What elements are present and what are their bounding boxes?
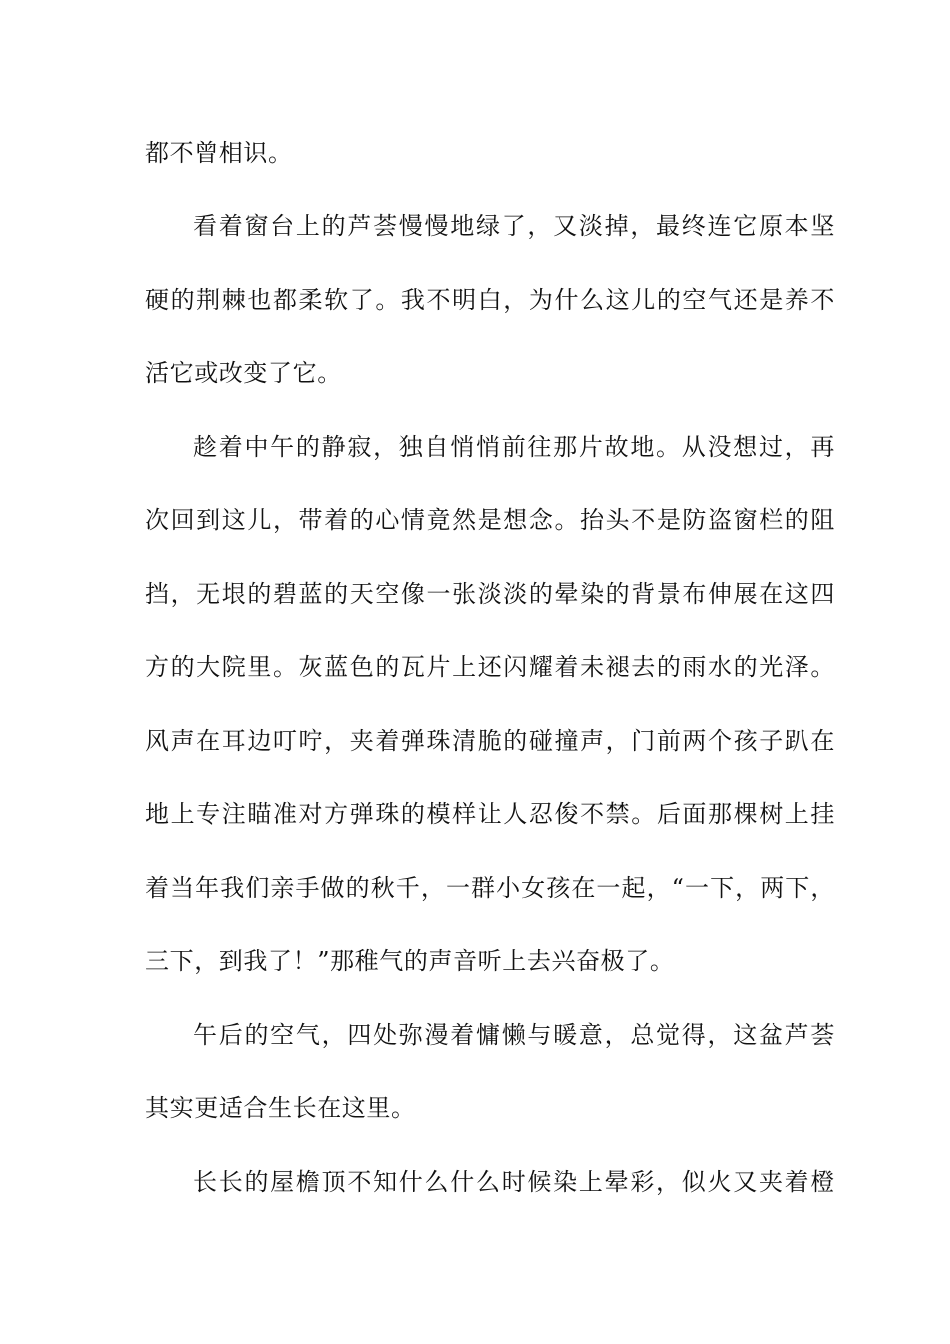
text-line: 地上专注瞄准对方弹珠的模样让人忍俊不禁。后面那棵树上挂 — [145, 800, 835, 828]
text-line: 三下，到我了！”那稚气的声音听上去兴奋极了。 — [145, 947, 675, 975]
text-line: 风声在耳边叮咛，夹着弹珠清脆的碰撞声，门前两个孩子趴在 — [145, 727, 835, 755]
paragraph-first-line: 看着窗台上的芦荟慢慢地绿了，又淡掉，最终连它原本坚 — [193, 212, 835, 240]
text-line: 都不曾相识。 — [145, 139, 293, 167]
text-line: 挡，无垠的碧蓝的天空像一张淡淡的晕染的背景布伸展在这四 — [145, 580, 835, 608]
text-line: 次回到这儿，带着的心情竟然是想念。抬头不是防盗窗栏的阻 — [145, 506, 835, 534]
text-line: 着当年我们亲手做的秋千，一群小女孩在一起，“一下，两下， — [145, 874, 835, 902]
text-line: 方的大院里。灰蓝色的瓦片上还闪耀着未褪去的雨水的光泽。 — [145, 653, 835, 681]
text-line: 其实更适合生长在这里。 — [145, 1094, 416, 1122]
text-line: 硬的荆棘也都柔软了。我不明白，为什么这儿的空气还是养不 — [145, 286, 835, 314]
text-line: 活它或改变了它。 — [145, 359, 342, 387]
paragraph-first-line: 长长的屋檐顶不知什么什么时候染上晕彩，似火又夹着橙 — [193, 1168, 835, 1196]
paragraph-first-line: 午后的空气，四处弥漫着慵懒与暖意，总觉得，这盆芦荟 — [193, 1021, 835, 1049]
paragraph-first-line: 趁着中午的静寂，独自悄悄前往那片故地。从没想过，再 — [193, 433, 835, 461]
